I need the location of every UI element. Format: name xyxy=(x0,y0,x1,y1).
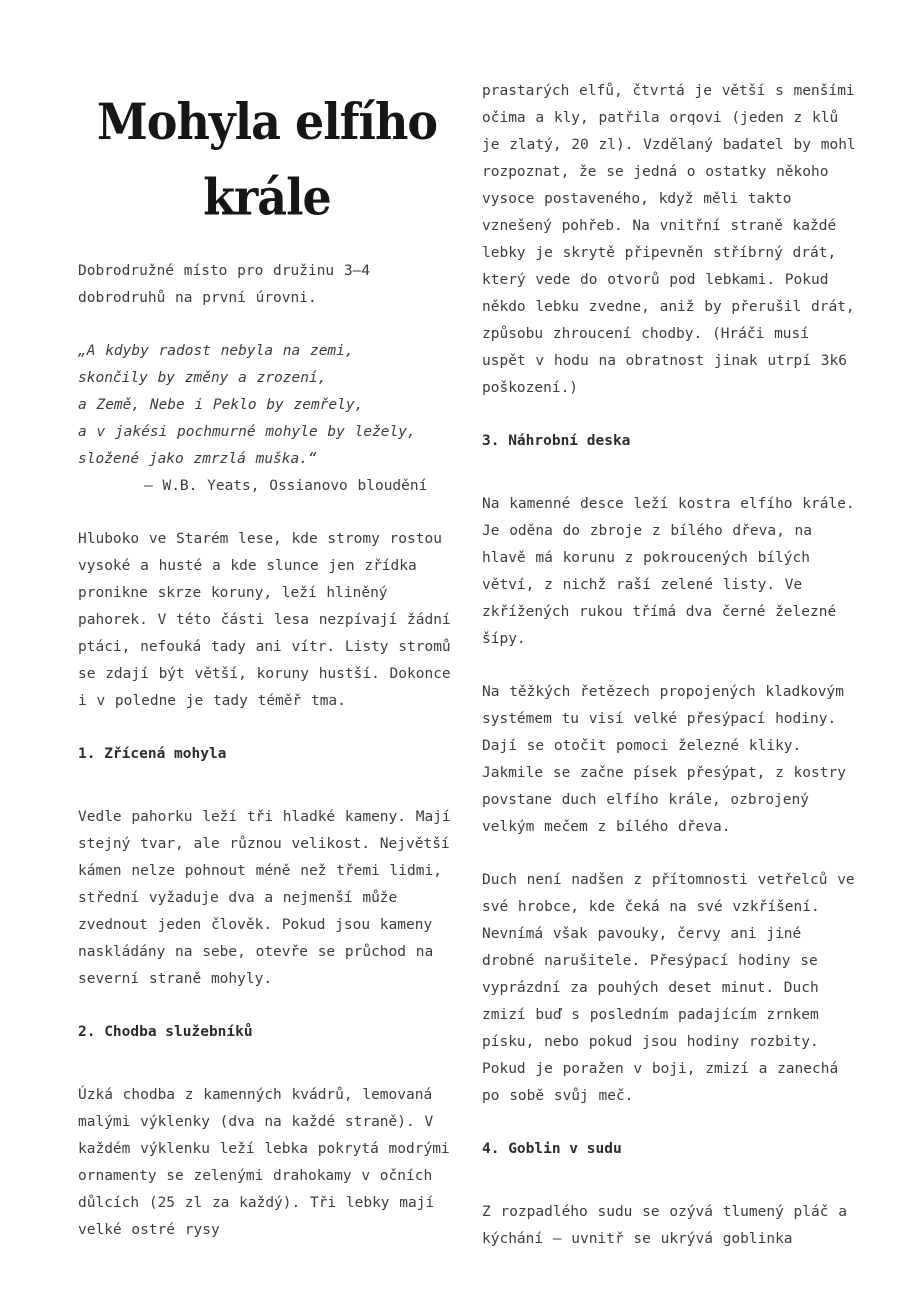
lead-paragraph: Dobrodružné místo pro družinu 3–4 dobrodruhů na první úrovni. xyxy=(78,263,371,306)
section-heading-2: 2. Chodba služebníků xyxy=(78,1024,253,1040)
page-title xyxy=(78,84,456,235)
section-3-paragraph: Na těžkých řetězech propojených kladkovým systémem tu visí velké přesýpací hodiny. Dají se otočit pomoci železné kliky. Jakmile se začne písek přesýpat, z kostry povstane duch elfího krále, ozbrojený velkým mečem z bílého dřeva. xyxy=(482,684,846,835)
intro-paragraph: Hluboko ve Starém lese, kde stromy rostou vysoké a husté a kde slunce jen zřídka pronikne skrze koruny, leží hliněný pahorek. V této části lesa nezpívají žádní ptáci, nefouká tady ani vítr. Listy stromů se zdají být větší, koruny hustší. Dokonce i v poledne je tady téměř tma. xyxy=(78,531,451,709)
section-heading-3: 3. Náhrobní deska xyxy=(482,433,631,449)
section-heading-4: 4. Goblin v sudu xyxy=(482,1141,622,1157)
section-3-paragraph: Na kamenné desce leží kostra elfího krále. Je oděna do zbroje z bílého dřeva, na hlavě má korunu z pokroucených bílých větví, z nichž raší zelené listy. Ve zkřížených rukou třímá dva černé železné šípy. xyxy=(482,496,855,647)
section-1-paragraph: Vedle pahorku leží tři hladké kameny. Mají stejný tvar, ale různou velikost. Největší kámen nelze pohnout méně než třemi lidmi, střední vyžaduje dva a nejmenší může zvednout jeden člověk. Pokud jsou kameny naskládány na sebe, otevře se průchod na severní straně mohyly. xyxy=(78,809,451,987)
quote-line: skončily by změny a zrození, xyxy=(78,370,327,386)
section-4-paragraph: Z rozpadlého sudu se ozývá tlumený pláč a kýchání – uvnitř se ukrývá goblinka xyxy=(482,1204,847,1247)
right-column xyxy=(482,78,860,1300)
quote-line: a v jakési pochmurné mohyle by ležely, xyxy=(78,424,416,440)
section-2-paragraph-continuation: prastarých elfů, čtvrtá je větší s menšími očima a kly, patřila orqovi (jeden z klů je zlatý, 20 zl). Vzdělaný badatel by mohl rozpoznat, že se jedná o ostatky někoho vysoce postaveného, když měli takto vznešený pohřeb. Na vnitřní straně každé lebky je skrytě připevněn stříbrný drát, který vede do otvorů pod lebkami. Pokud někdo lebku zvedne, aniž by přerušil drát, způsobu zhroucení chodby. (Hráči musí uspět v hodu na obratnost jinak utrpí 3k6 poškození.) xyxy=(482,83,856,396)
section-2-paragraph: Úzká chodba z kamenných kvádrů, lemovaná malými výklenky (dva na každé straně). V každém výklenku leží lebka pokrytá modrými ornamenty se zelenými drahokamy v očních důlcích (25 zl za každý). Tři lebky mají velké ostré rysy xyxy=(78,1087,450,1238)
section-3-paragraph: Duch není nadšen z přítomnosti vetřelců ve své hrobce, kde čeká na své vzkříšení. Nevnímá však pavouky, červy ani jiné drobné narušitele. Přesýpací hodiny se vyprázdní za pouhých deset minut. Duch zmizí buď s posledním padajícím zrnkem písku, nebo pokud jsou hodiny rozbity. Pokud je poražen v boji, zmizí a zanechá po sobě svůj meč. xyxy=(482,872,855,1104)
left-column xyxy=(78,78,456,1300)
page-title-line-1: Mohyla elfího xyxy=(96,92,438,151)
quote-attribution: — W.B. Yeats, Ossianovo bloudění xyxy=(144,478,428,494)
quote-line: „A kdyby radost nebyla na zemi, xyxy=(78,343,354,359)
section-heading-1: 1. Zřícená mohyla xyxy=(78,746,227,762)
quote-line: složené jako zmrzlá muška.“ xyxy=(78,451,317,467)
quote-line: a Země, Nebe i Peklo by zemřely, xyxy=(78,397,364,413)
page-title-line-2: krále xyxy=(203,168,331,227)
epigraph-quote xyxy=(78,338,456,500)
